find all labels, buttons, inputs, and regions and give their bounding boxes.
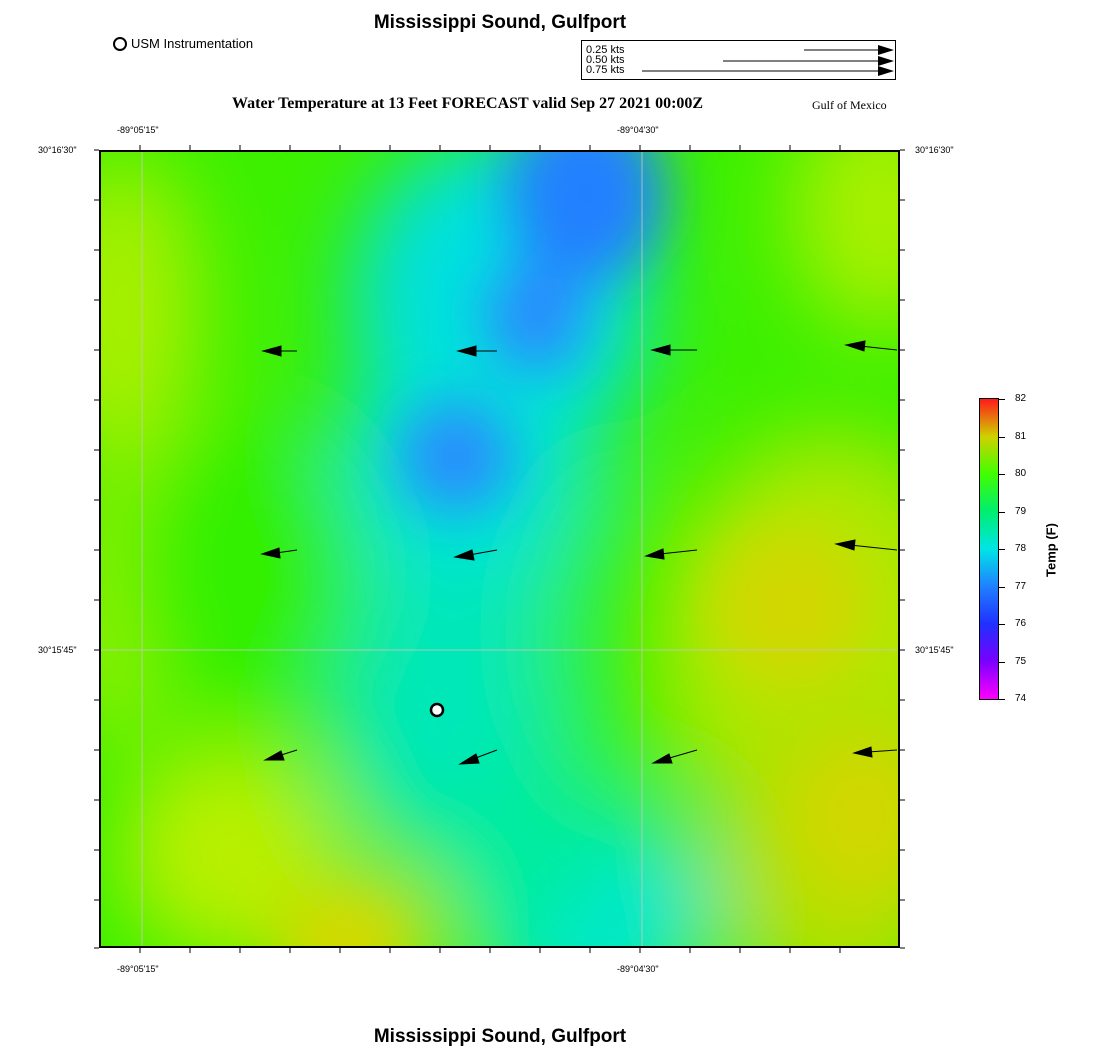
colorbar-tick: 80 (1015, 468, 1027, 479)
lon-tick-label: -89°05'15" (117, 125, 159, 135)
vector-scale-legend (581, 40, 896, 80)
vector-scale-arrows (582, 41, 895, 79)
lon-tick-label: -89°04'30" (617, 964, 659, 974)
station-marker-icon (113, 37, 127, 51)
vector-scale-label: 0.75 kts (586, 64, 625, 76)
lat-tick-label: 30°16'30" (915, 145, 954, 155)
lon-tick-label: -89°04'30" (617, 125, 659, 135)
lat-tick-label: 30°16'30" (38, 145, 77, 155)
station-legend-label: USM Instrumentation (131, 36, 254, 51)
lat-tick-label: 30°15'45" (915, 645, 954, 655)
temperature-colorbar (979, 398, 999, 700)
colorbar-tick: 77 (1015, 581, 1027, 592)
colorbar-tick: 79 (1015, 506, 1027, 517)
footer-title: Mississippi Sound, Gulfport (373, 1026, 627, 1047)
colorbar-tick: 74 (1015, 693, 1027, 704)
vector-scale-label: 0.50 kts (586, 54, 625, 66)
station-marker (431, 704, 443, 716)
vector-scale-label: 0.25 kts (586, 44, 625, 56)
colorbar-label: Temp (F) (1043, 523, 1059, 577)
page-title: Mississippi Sound, Gulfport (373, 12, 627, 33)
temperature-field (101, 152, 900, 948)
lat-tick-label: 30°15'45" (38, 645, 77, 655)
colorbar-tick: 75 (1015, 656, 1027, 667)
lon-tick-label: -89°05'15" (117, 964, 159, 974)
temperature-map[interactable] (99, 150, 900, 948)
colorbar-tick: 78 (1015, 543, 1027, 554)
colorbar-tick: 76 (1015, 618, 1027, 629)
colorbar-tick: 81 (1015, 431, 1027, 442)
map-title: Water Temperature at 13 Feet FORECAST valid Sep 27 2021 00:00Z (232, 95, 704, 112)
station-legend (113, 36, 253, 51)
region-label: Gulf of Mexico (812, 98, 887, 112)
colorbar-tick: 82 (1015, 393, 1027, 404)
